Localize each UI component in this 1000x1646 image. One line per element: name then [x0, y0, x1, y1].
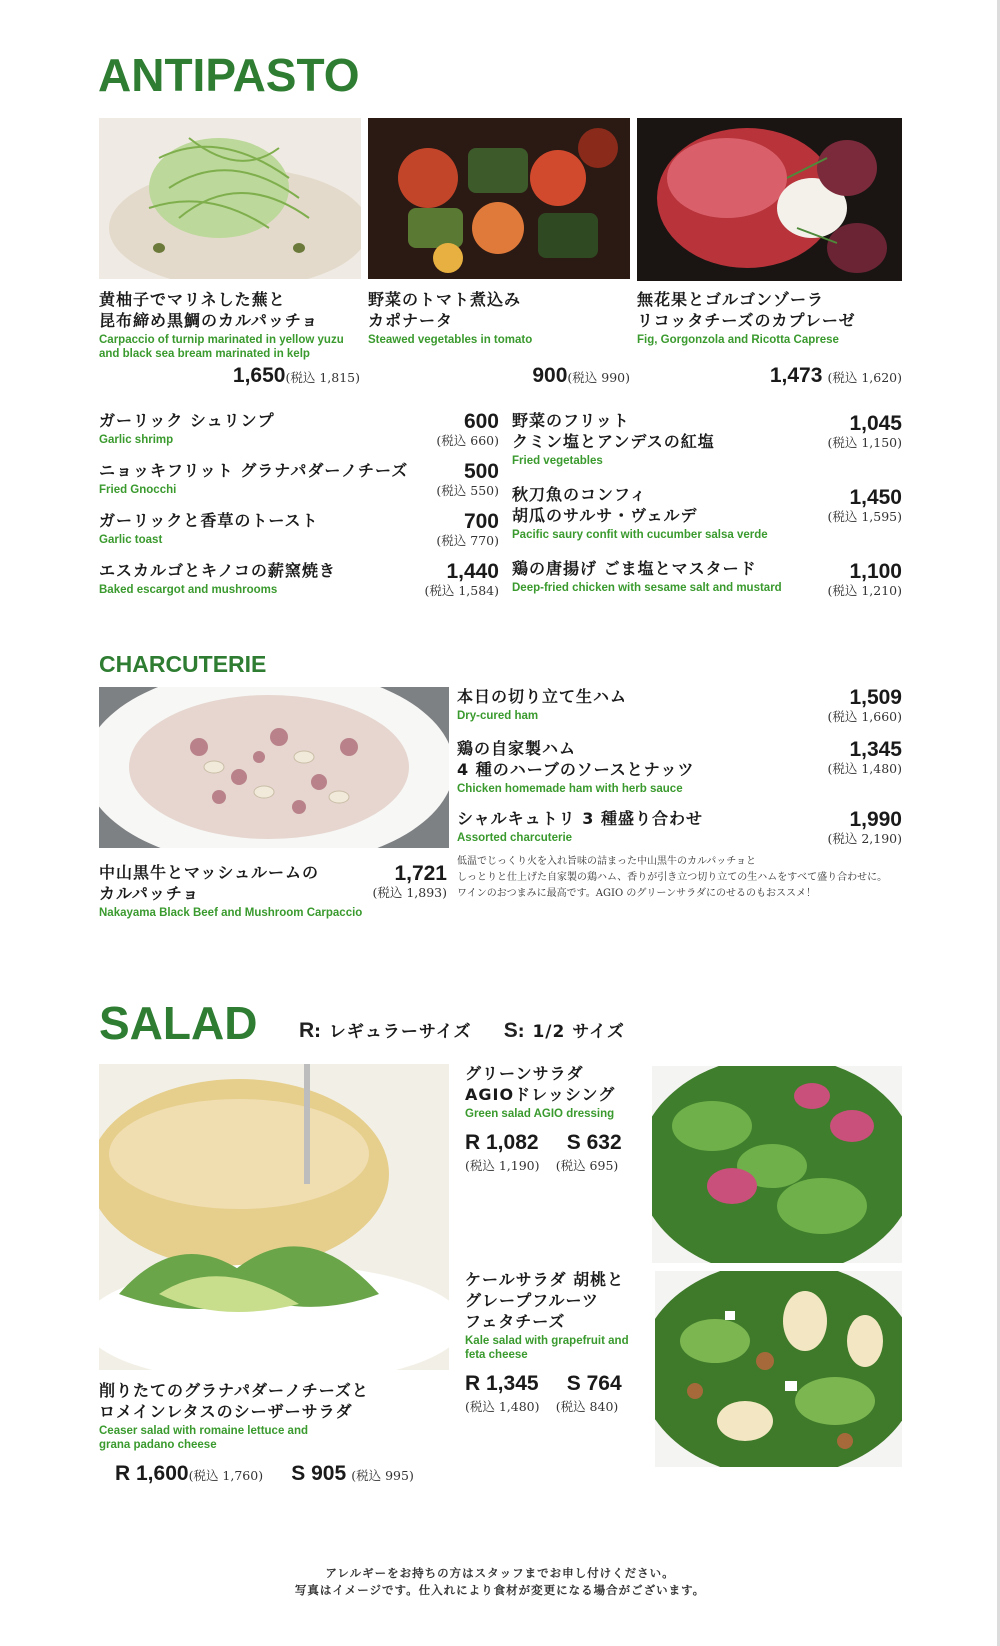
dish-english: Nakayama Black Beef and Mushroom Carpaccio [99, 907, 363, 919]
carpaccio-photo [99, 118, 361, 279]
price: 1,345 [849, 738, 902, 761]
charcuterie-list [457, 686, 902, 902]
antipasto-left-list [99, 410, 499, 610]
dish-name: エスカルゴとキノコの薪窯焼き [99, 561, 336, 580]
size-s-label: : 1/2 サイズ [517, 1022, 625, 1042]
price: 1,045 [849, 412, 902, 435]
dish-english: Fried Gnocchi [99, 484, 177, 496]
tax-price: (税込 770) [436, 533, 499, 548]
tax-price: (税込 1,210) [827, 583, 902, 598]
tax-price: (税込 1,620) [827, 370, 902, 385]
menu-item [512, 558, 902, 608]
dish-english: Chicken homemade ham with herb sauce [457, 783, 683, 795]
dish-name: 昆布締め黒鯛のカルパッチョ [99, 311, 319, 330]
dish-english: grana padano cheese [99, 1439, 217, 1451]
dish-name: リコッタチーズのカプレーゼ [637, 311, 856, 330]
dish-name: ケールサラダ 胡桃と [465, 1270, 625, 1289]
tax-price: (税込 1,893) [372, 885, 447, 900]
size-r-letter: R [299, 1019, 315, 1042]
dish-english: Steawed vegetables in tomato [368, 334, 533, 346]
dish-name: 本日の切り立て生ハム [457, 687, 628, 706]
dish-english: Assorted charcuterie [457, 832, 573, 844]
dish-name: クミン塩とアンデスの紅塩 [512, 432, 715, 451]
dish-name: 鶏の自家製ハム [457, 739, 577, 758]
charcuterie-note [457, 854, 902, 902]
featured-price-1 [200, 364, 360, 388]
dish-name: グリーンサラダ [465, 1064, 584, 1083]
price: 1,509 [849, 686, 902, 709]
tax-price: (税込 1,815) [285, 370, 360, 385]
regular-tax: (税込 1,190) [465, 1158, 540, 1173]
half-tax: (税込 995) [351, 1468, 414, 1483]
menu-item [512, 484, 902, 558]
menu-item [99, 510, 499, 560]
dish-name: カルパッチョ [99, 884, 200, 903]
dish-name: 黄柚子でマリネした蕪と [99, 290, 286, 309]
charcuterie-title: CHARCUTERIE [99, 651, 267, 677]
price: 1,990 [849, 808, 902, 831]
price: 1,473 [769, 364, 823, 387]
dish-english: Garlic shrimp [99, 434, 174, 446]
size-r-label: : レギュラーサイズ [314, 1022, 472, 1042]
menu-item [99, 460, 499, 510]
tax-price: (税込 1,480) [827, 761, 902, 776]
dish-english: Baked escargot and mushrooms [99, 584, 278, 596]
dish-name: 野菜のトマト煮込み [368, 290, 522, 309]
tax-price: (税込 550) [436, 483, 499, 498]
menu-item [457, 686, 902, 738]
dish-english: Green salad AGIO dressing [465, 1108, 615, 1120]
caprese-photo [637, 118, 902, 281]
price: 700 [463, 510, 499, 533]
dish-english: Dry-cured ham [457, 710, 539, 722]
price: 1,450 [849, 486, 902, 509]
dish-name: ガーリックと香草のトースト [99, 511, 319, 530]
menu-item [99, 410, 499, 460]
dish-english: Fried vegetables [512, 455, 603, 467]
dish-name: シャルキュトリ 3 種盛り合わせ [457, 809, 703, 828]
dish-name: 胡瓜のサルサ・ヴェルデ [512, 506, 698, 525]
note-line: ワインのおつまみに最高です。AGIO のグリーンサラダにのせるのもおススメ！ [457, 888, 817, 899]
price: 1,650 [232, 364, 286, 387]
tax-price: (税込 1,595) [827, 509, 902, 524]
featured-dish-3 [637, 289, 907, 347]
dish-name: 秋刀魚のコンフィ [512, 485, 647, 504]
photo-disclaimer: 写真はイメージです。仕入れにより食材が変更になる場合がございます。 [294, 1583, 706, 1597]
featured-dish-2 [368, 289, 638, 347]
price: 1,721 [394, 862, 447, 885]
dish-name: グレープフルーツ [465, 1291, 599, 1310]
menu-item [99, 560, 499, 610]
regular-price: R 1,345 [465, 1372, 539, 1395]
dish-name: カポナータ [368, 311, 454, 330]
dish-english: feta cheese [465, 1349, 528, 1361]
dish-english: and black sea bream marinated in kelp [99, 348, 310, 360]
dish-name: 4 種のハーブのソースとナッツ [457, 760, 695, 779]
half-price: S 632 [566, 1131, 622, 1154]
note-line: しっとりと仕上げた自家製の鶏ハム、香りが引き立つ切り立ての生ハムをすべて盛り合わせに。 [457, 872, 888, 883]
caponata-photo [368, 118, 630, 279]
kale-salad-dish [465, 1269, 650, 1415]
dish-name: 削りたてのグラナパダーノチーズと [99, 1381, 369, 1400]
half-tax: (税込 695) [555, 1158, 619, 1173]
allergy-note: アレルギーをお持ちの方はスタッフまでお申し付けください。 [325, 1566, 675, 1580]
note-line: 低温でじっくり火を入れ旨味の詰まった中山黒牛のカルパッチョと [457, 856, 756, 867]
green-salad-dish [465, 1063, 645, 1174]
dish-name: 中山黒牛とマッシュルームの [99, 863, 320, 882]
half-price: S 764 [566, 1372, 622, 1395]
regular-price: R 1,600 [115, 1462, 189, 1485]
footer-notes [0, 1565, 1000, 1599]
featured-price-3 [720, 364, 902, 388]
price: 500 [463, 460, 499, 483]
salad-size-legend [299, 1019, 625, 1043]
dish-name: ロメインレタスのシーザーサラダ [99, 1402, 353, 1421]
price: 1,100 [849, 560, 902, 583]
dish-english: Carpaccio of turnip marinated in yellow yuzu [99, 334, 344, 346]
tax-price: (税込 1,660) [827, 709, 902, 724]
menu-item [457, 738, 902, 808]
dish-name: ニョッキフリット グラナパダーノチーズ [99, 461, 409, 480]
featured-price-2 [470, 364, 630, 388]
half-price: S 905 [291, 1462, 347, 1485]
beef-carpaccio-photo [99, 687, 449, 848]
tax-price: (税込 2,190) [827, 831, 902, 846]
dish-english: Deep-fried chicken with sesame salt and mustard [512, 582, 782, 594]
dish-name: 野菜のフリット [512, 411, 630, 430]
menu-item [457, 808, 902, 854]
featured-dish-1 [99, 289, 369, 361]
caesar-prices [115, 1462, 414, 1486]
dish-name: 鶏の唐揚げ ごま塩とマスタード [512, 559, 757, 578]
green-salad-photo [652, 1066, 902, 1263]
antipasto-right-list [512, 410, 902, 608]
kale-salad-photo [655, 1271, 902, 1467]
salad-title: SALAD [99, 997, 258, 1049]
price: 900 [532, 364, 568, 387]
caesar-photo [99, 1064, 449, 1370]
tax-price: (税込 990) [567, 370, 630, 385]
price: 600 [463, 410, 499, 433]
dish-name: ガーリック シュリンプ [99, 411, 275, 430]
dish-english: Garlic toast [99, 534, 163, 546]
dish-english: Ceaser salad with romaine lettuce and [99, 1425, 308, 1437]
regular-tax: (税込 1,480) [465, 1399, 540, 1414]
dish-name: フェタチーズ [465, 1312, 566, 1331]
tax-price: (税込 1,150) [827, 435, 902, 450]
regular-tax: (税込 1,760) [188, 1468, 264, 1483]
charcuterie-featured [99, 862, 449, 920]
tax-price: (税込 660) [436, 433, 499, 448]
dish-name: 無花果とゴルゴンゾーラ [637, 290, 825, 309]
caesar-dish [99, 1380, 459, 1452]
half-tax: (税込 840) [555, 1399, 619, 1414]
dish-english: Pacific saury confit with cucumber salsa verde [512, 529, 768, 541]
dish-english: Fig, Gorgonzola and Ricotta Caprese [637, 334, 839, 346]
antipasto-title: ANTIPASTO [98, 49, 360, 101]
regular-price: R 1,082 [465, 1131, 539, 1154]
dish-name: AGIOドレッシング [465, 1085, 616, 1104]
size-s-letter: S [503, 1019, 518, 1042]
tax-price: (税込 1,584) [424, 583, 499, 598]
menu-item [512, 410, 902, 484]
dish-english: Kale salad with grapefruit and [465, 1335, 629, 1347]
price: 1,440 [446, 560, 499, 583]
